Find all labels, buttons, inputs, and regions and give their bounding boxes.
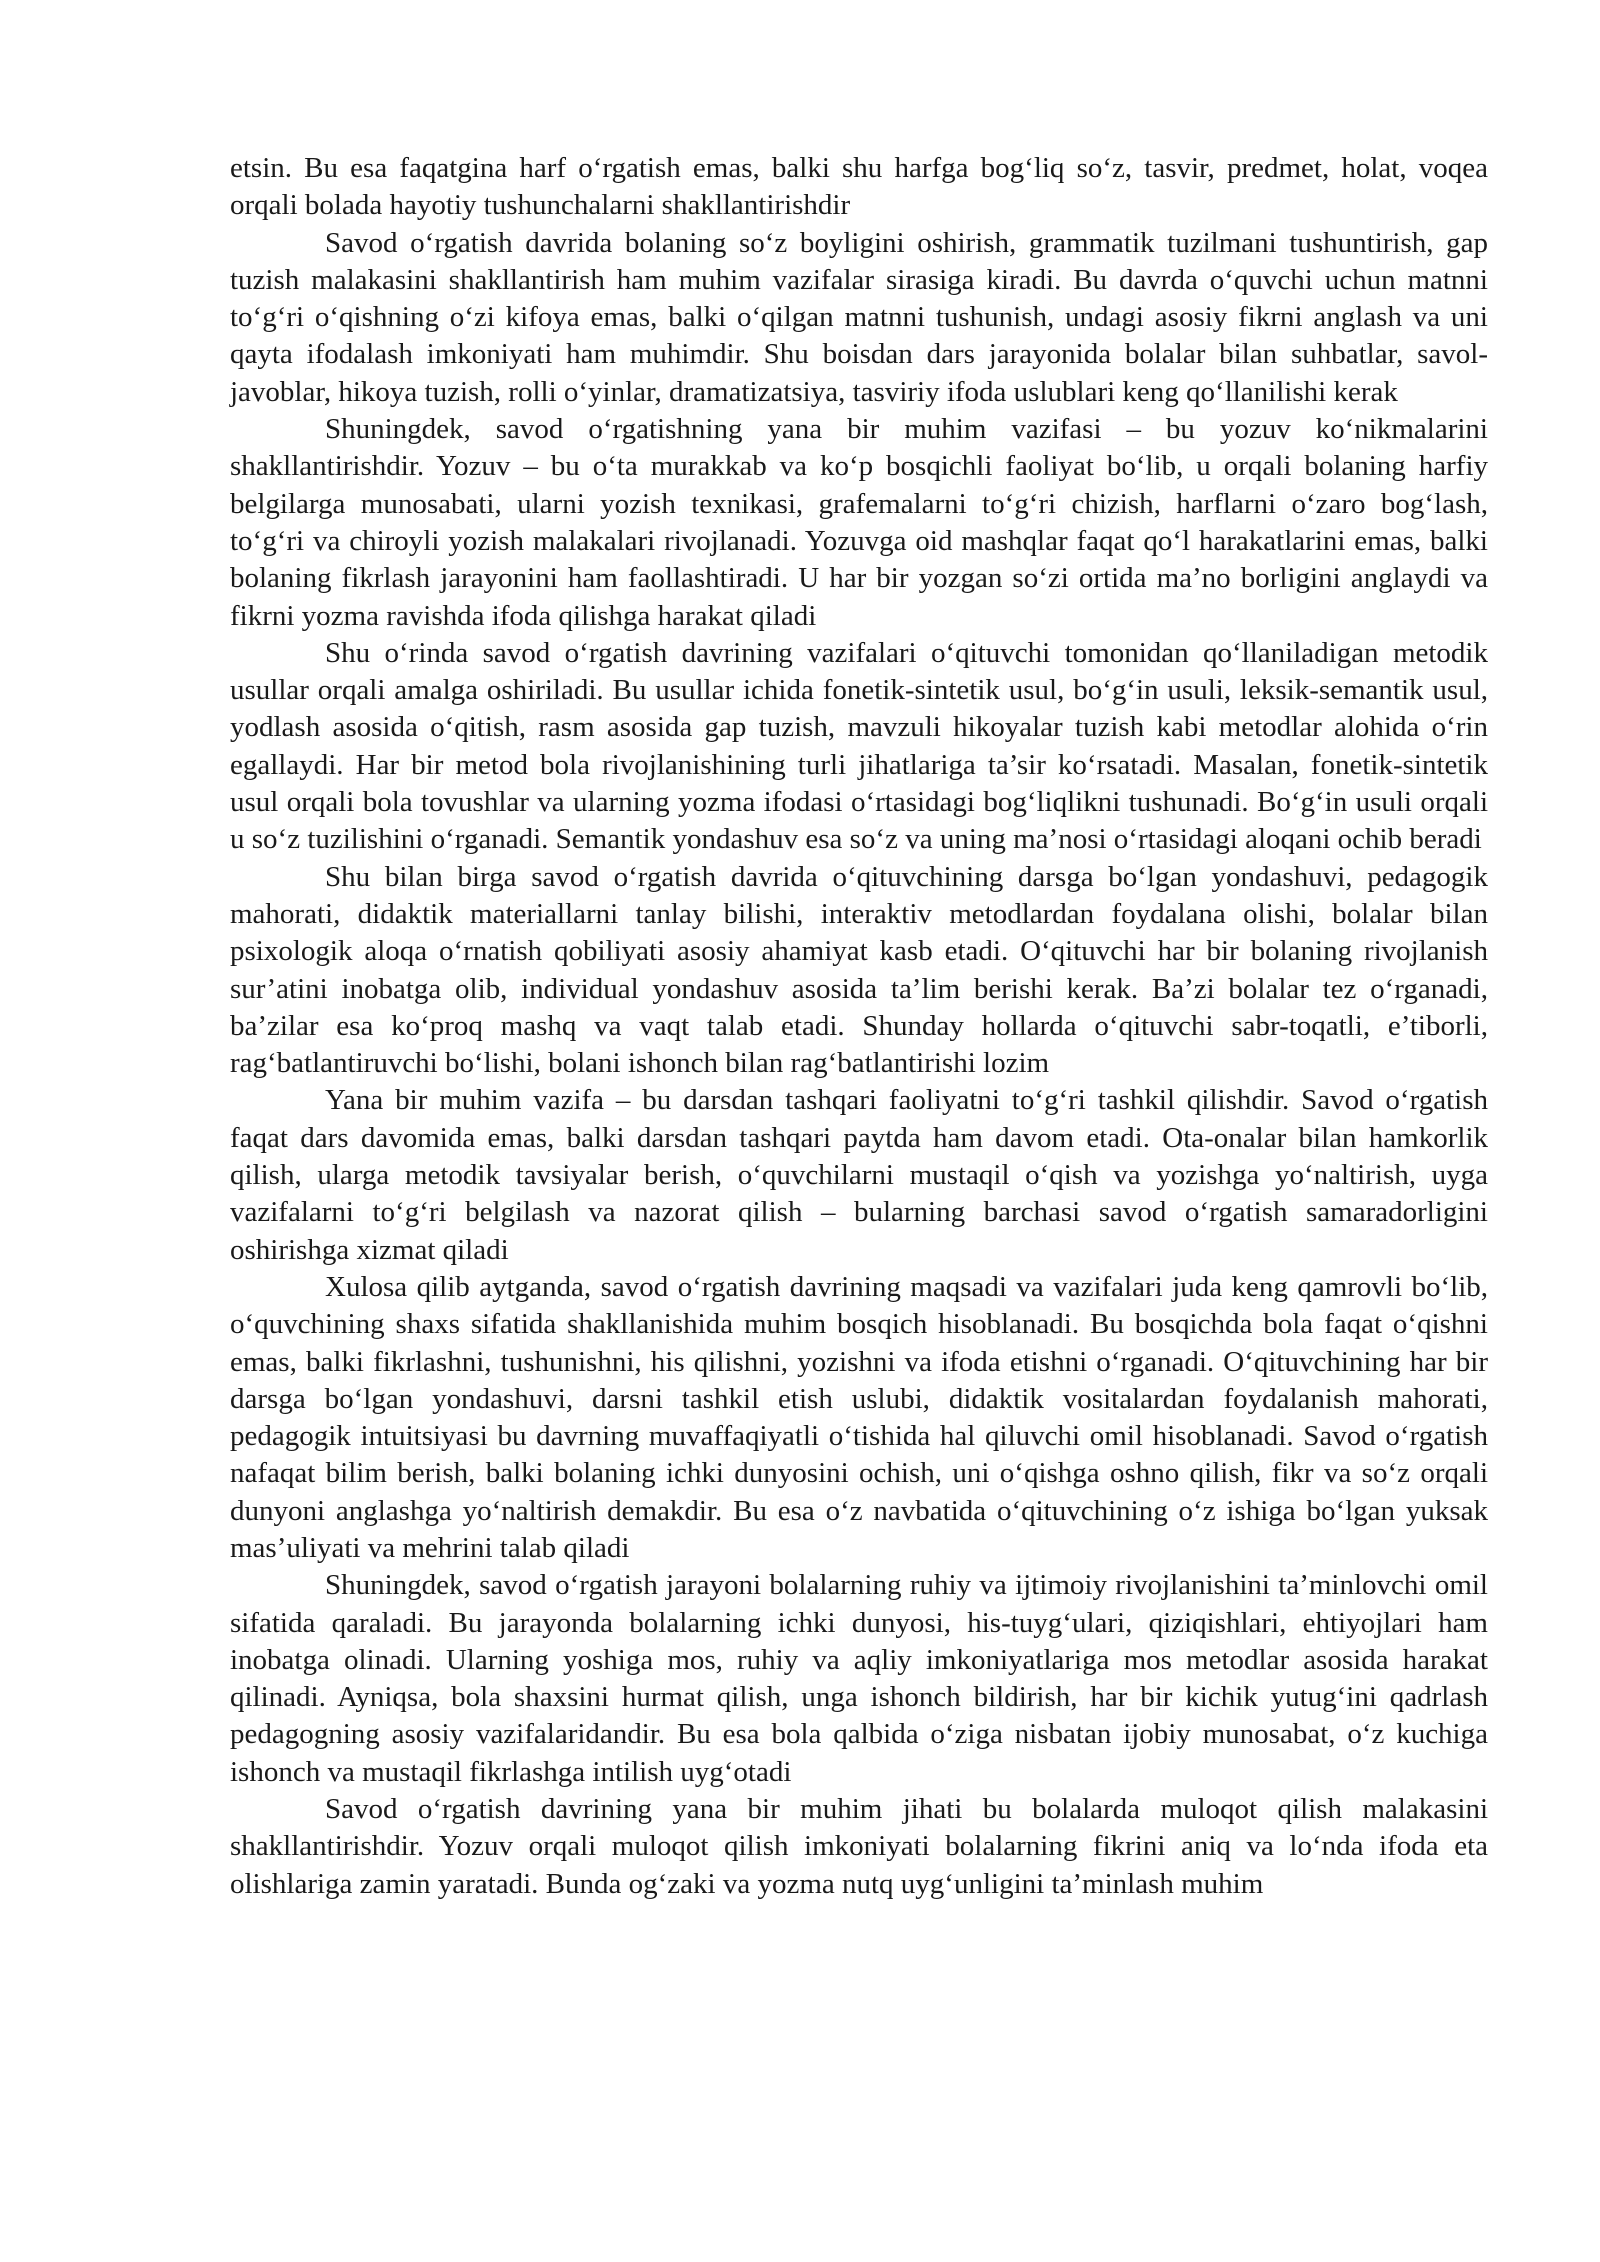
paragraph: Shuningdek, savod o‘rgatishning yana bir muhim vazifasi – bu yozuv ko‘nikmalarini shakllantirishdir. Yozuv – bu o‘ta murakkab va ko‘p bosqichli faoliyat bo‘lib, u orqali bolaning harfiy belgilarga munosabati, ularni yozish texnikasi, grafemalarni to‘g‘ri chizish, harflarni o‘zaro bog‘lash, to‘g‘ri va chiroyli yozish malakalari rivojlanadi. Yozuvga oid mashqlar faqat qo‘l harakatlarini emas, balki bolaning fikrlash jarayonini ham faollashtiradi. U har bir yozgan so‘zi ortida ma’no borligini anglaydi va fikrni yozma ravishda ifoda qilishga harakat qiladi <box>230 413 1488 632</box>
paragraph: Yana bir muhim vazifa – bu darsdan tashqari faoliyatni to‘g‘ri tashkil qilishdir. Savod o‘rgatish faqat dars davomida emas, balki darsdan tashqari paytda ham davom etadi. Ota-onalar bilan hamkorlik qilish, ularga metodik tavsiyalar berish, o‘quvchilarni mustaqil o‘qish va yozishga yo‘naltirish, uyga vazifalarni to‘g‘ri belgilash va nazorat qilish – bularning barchasi savod o‘rgatish samaradorligini oshirishga xizmat qiladi <box>230 1084 1488 1266</box>
paragraph: Shuningdek, savod o‘rgatish jarayoni bolalarning ruhiy va ijtimoiy rivojlanishini ta’minlovchi omil sifatida qaraladi. Bu jarayonda bolalarning ichki dunyosi, his-tuyg‘ulari, qiziqishlari, ehtiyojlari ham inobatga olinadi. Ularning yoshiga mos, ruhiy va aqliy imkoniyatlariga mos metodlar asosida harakat qilinadi. Ayniqsa, bola shaxsini hurmat qilish, unga ishonch bildirish, har bir kichik yutug‘ini qadrlash pedagogning asosiy vazifalaridandir. Bu esa bola qalbida o‘ziga nisbatan ijobiy munosabat, o‘z kuchiga ishonch va mustaqil fikrlashga intilish uyg‘otadi <box>230 1569 1488 1788</box>
paragraph: Xulosa qilib aytganda, savod o‘rgatish davrining maqsadi va vazifalari juda keng qamrovli bo‘lib, o‘quvchining shaxs sifatida shakllanishida muhim bosqich hisoblanadi. Bu bosqichda bola faqat o‘qishni emas, balki fikrlashni, tushunishni, his qilishni, yozishni va ifoda etishni o‘rganadi. O‘qituvchining har bir darsga bo‘lgan yondashuvi, darsni tashkil etish uslubi, didaktik vositalardan foydalanish mahorati, pedagogik intuitsiyasi bu davrning muvaffaqiyatli o‘tishida hal qiluvchi omil hisoblanadi. Savod o‘rgatish nafaqat bilim berish, balki bolaning ichki dunyosini ochish, uni o‘qishga oshno qilish, fikr va so‘z orqali dunyoni anglashga yo‘naltirish demakdir. Bu esa o‘z navbatida o‘qituvchining o‘z ishiga bo‘lgan yuksak mas’uliyati va mehrini talab qiladi <box>230 1270 1488 1564</box>
paragraph: Savod o‘rgatish davrining yana bir muhim jihati bu bolalarda muloqot qilish malakasini shakllantirishdir. Yozuv orqali muloqot qilish imkoniyati bolalarning fikrini aniq va lo‘nda ifoda eta olishlariga zamin yaratadi. Bunda og‘zaki va yozma nutq uyg‘unligini ta’minlash muhim <box>230 1793 1488 1900</box>
paragraph: Savod o‘rgatish davrida bolaning so‘z boyligini oshirish, grammatik tuzilmani tushuntirish, gap tuzish malakasini shakllantirish ham muhim vazifalar sirasiga kiradi. Bu davrda o‘quvchi uchun matnni to‘g‘ri o‘qishning o‘zi kifoya emas, balki o‘qilgan matnni tushunish, undagi asosiy fikrni anglash va uni qayta ifodalash imkoniyati ham muhimdir. Shu boisdan dars jarayonida bolalar bilan suhbatlar, savol-javoblar, hikoya tuzish, rolli o‘yinlar, dramatizatsiya, tasviriy ifoda uslublari keng qo‘llanilishi kerak <box>230 226 1488 408</box>
paragraph: Shu bilan birga savod o‘rgatish davrida o‘qituvchining darsga bo‘lgan yondashuvi, pedagogik mahorati, didaktik materiallarni tanlay bilishi, interaktiv metodlardan foydalana olishi, bolalar bilan psixologik aloqa o‘rnatish qobiliyati asosiy ahamiyat kasb etadi. O‘qituvchi har bir bolaning rivojlanish sur’atini inobatga olib, individual yondashuv asosida ta’lim berishi kerak. Ba’zi bolalar tez o‘rganadi, ba’zilar esa ko‘proq mashq va vaqt talab etadi. Shunday hollarda o‘qituvchi sabr-toqatli, e’tiborli, rag‘batlantiruvchi bo‘lishi, bolani ishonch bilan rag‘batlantirishi lozim <box>230 860 1488 1080</box>
paragraph: Shu o‘rinda savod o‘rgatish davrining vazifalari o‘qituvchi tomonidan qo‘llaniladigan metodik usullar orqali amalga oshiriladi. Bu usullar ichida fonetik-sintetik usul, bo‘g‘in usuli, leksik-semantik usul, yodlash asosida o‘qitish, rasm asosida gap tuzish, mavzuli hikoyalar tuzish kabi metodlar alohida o‘rin egallaydi. Har bir metod bola rivojlanishining turli jihatlariga ta’sir ko‘rsatadi. Masalan, fonetik-sintetik usul orqali bola tovushlar va ularning yozma ifodasi o‘rtasidagi bog‘liqlikni tushunadi. Bo‘g‘in usuli orqali u so‘z tuzilishini o‘rganadi. Semantik yondashuv esa so‘z va uning ma’nosi o‘rtasidagi aloqani ochib beradi <box>230 636 1488 856</box>
paragraph-continuation: etsin. Bu esa faqatgina harf o‘rgatish emas, balki shu harfga bog‘liq so‘z, tasvir, predmet, holat, voqea orqali bolada hayotiy tushunchalarni shakllantirishdir <box>230 152 1488 222</box>
document-page <box>230 150 1488 1903</box>
